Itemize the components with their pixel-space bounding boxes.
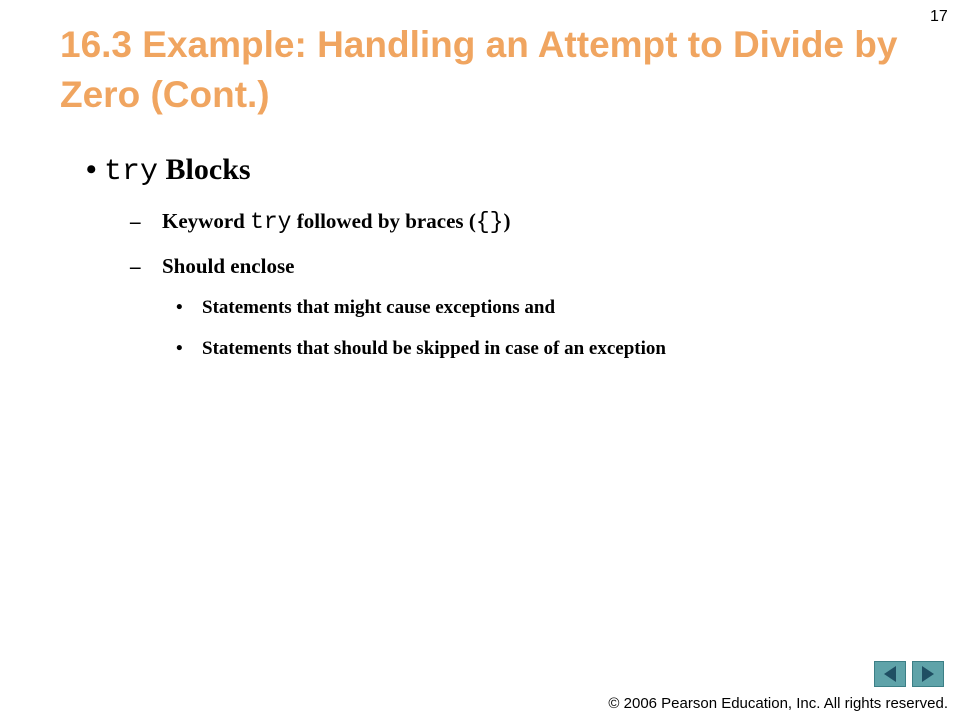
subsubbullet-text: Statements that should be skipped in case of an exception xyxy=(202,338,666,359)
subbullet-text: Should enclose xyxy=(162,254,295,278)
copyright-footer: © 2006 Pearson Education, Inc. All rights reserved. xyxy=(608,695,948,712)
subbullet-text-after: ) xyxy=(503,209,511,233)
next-slide-button[interactable] xyxy=(912,661,944,687)
triangle-left-icon xyxy=(875,662,905,686)
triangle-right-icon xyxy=(913,662,943,686)
subsubbullet-text: Statements that might cause exceptions and xyxy=(202,297,556,318)
previous-slide-button[interactable] xyxy=(874,661,906,687)
subbullet-text-before: Keyword xyxy=(162,209,251,233)
slide-title: 16.3 Example: Handling an Attempt to Divide by Zero (Cont.) xyxy=(60,24,898,115)
bullet-marker: • xyxy=(176,297,183,318)
code-keyword-try: try xyxy=(104,155,159,189)
dash-marker: – xyxy=(130,209,141,233)
bullet-marker: • xyxy=(176,338,183,359)
subbullet-text-middle: followed by braces ( xyxy=(291,209,476,233)
subbullet-should-enclose xyxy=(130,251,294,281)
page-number: 17 xyxy=(930,8,948,25)
dash-marker: – xyxy=(130,254,141,278)
subsubbullet-statements-exceptions xyxy=(176,295,555,321)
bullet-text: Blocks xyxy=(158,153,251,186)
code-braces: {} xyxy=(475,209,504,235)
bullet-marker: • xyxy=(86,153,97,186)
bullet-try-blocks xyxy=(86,150,251,192)
code-keyword-try: try xyxy=(250,209,292,235)
subbullet-keyword-try xyxy=(130,206,510,237)
subsubbullet-statements-skipped xyxy=(176,336,666,362)
